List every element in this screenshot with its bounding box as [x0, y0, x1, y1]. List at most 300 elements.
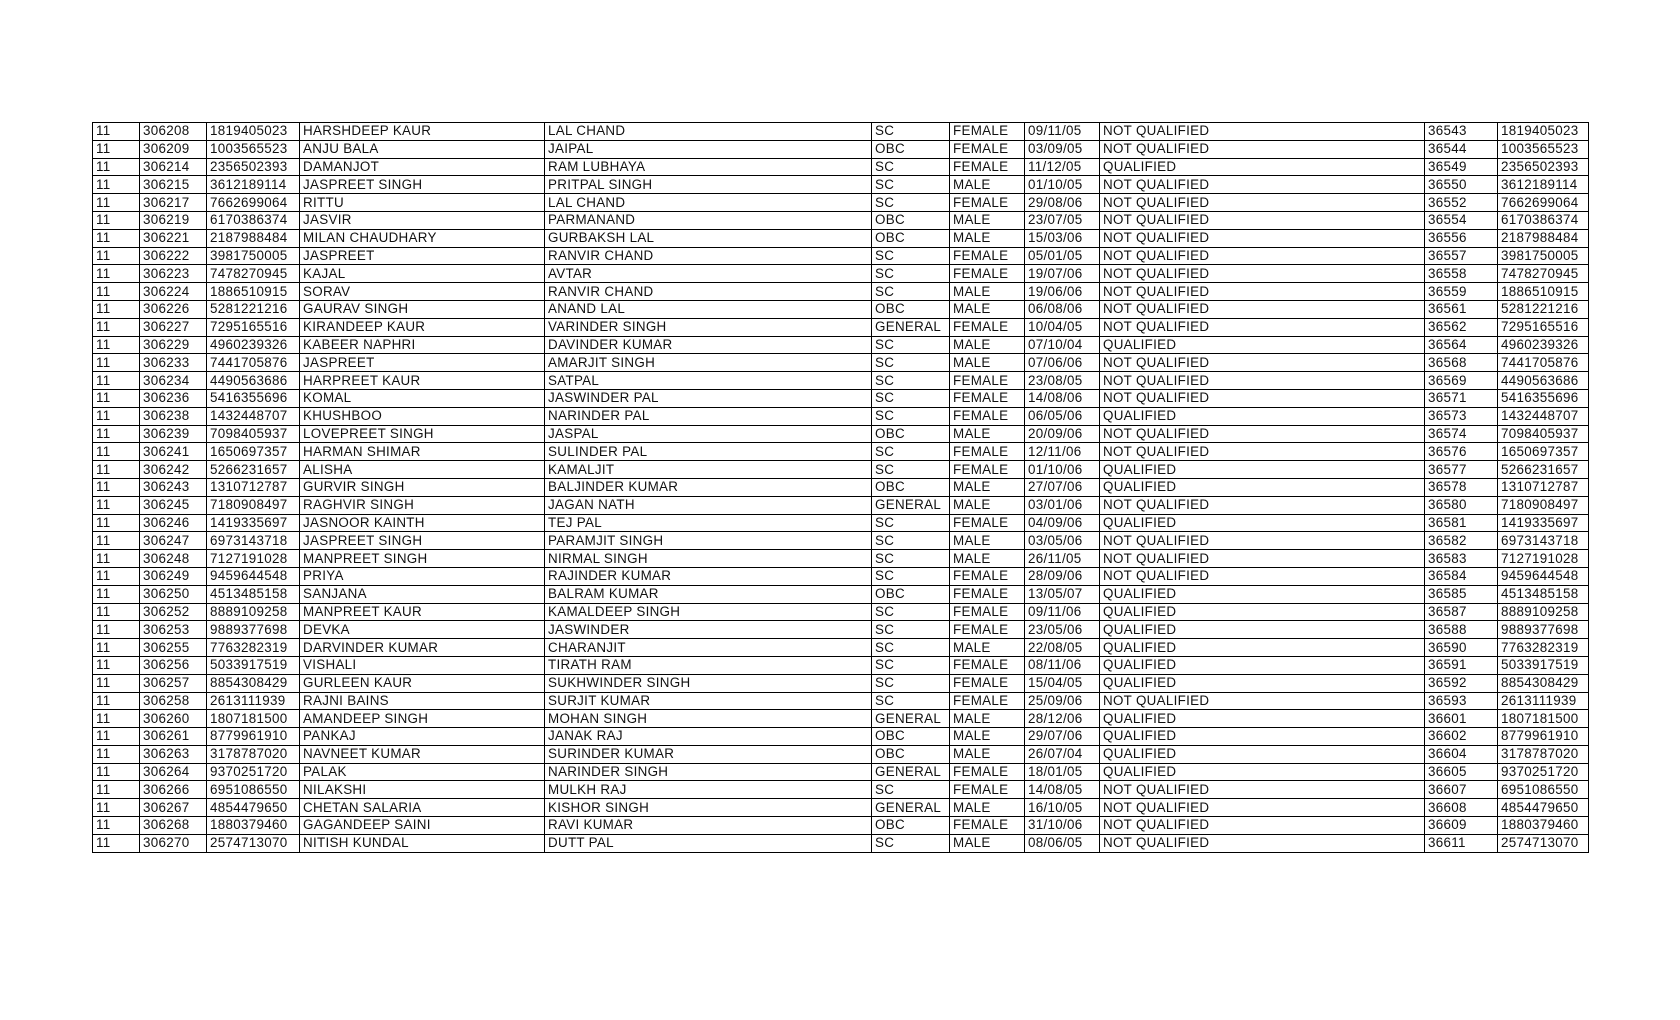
serial-no-cell: 36578 [1425, 478, 1498, 496]
dob-cell: 15/03/06 [1025, 229, 1100, 247]
roll-no-cell: 306248 [140, 550, 207, 568]
registration-no-cell: 8889109258 [207, 603, 300, 621]
serial-no-cell: 36604 [1425, 745, 1498, 763]
dob-cell: 06/05/06 [1025, 407, 1100, 425]
roll-no-cell: 306223 [140, 265, 207, 283]
candidate-name-cell: DEVKA [300, 621, 545, 639]
father-name-cell: SURJIT KUMAR [545, 692, 872, 710]
district-cell: 11 [93, 336, 140, 354]
serial-no-cell: 36568 [1425, 354, 1498, 372]
table-row [93, 496, 1589, 514]
serial-no-cell: 36571 [1425, 389, 1498, 407]
category-cell: OBC [872, 817, 950, 835]
reg-no-cell: 7098405937 [1498, 425, 1589, 443]
father-name-cell: SUKHWINDER SINGH [545, 674, 872, 692]
category-cell: SC [872, 603, 950, 621]
roll-no-cell: 306229 [140, 336, 207, 354]
result-cell: NOT QUALIFIED [1100, 550, 1425, 568]
father-name-cell: CHARANJIT [545, 639, 872, 657]
candidate-name-cell: ANJU BALA [300, 140, 545, 158]
roll-no-cell: 306266 [140, 781, 207, 799]
registration-no-cell: 3981750005 [207, 247, 300, 265]
registration-no-cell: 9370251720 [207, 763, 300, 781]
result-cell: NOT QUALIFIED [1100, 496, 1425, 514]
dob-cell: 16/10/05 [1025, 799, 1100, 817]
candidate-name-cell: AMANDEEP SINGH [300, 710, 545, 728]
category-cell: OBC [872, 728, 950, 746]
father-name-cell: TEJ PAL [545, 514, 872, 532]
dob-cell: 26/11/05 [1025, 550, 1100, 568]
table-row [93, 834, 1589, 852]
registration-no-cell: 5281221216 [207, 300, 300, 318]
registration-no-cell: 1807181500 [207, 710, 300, 728]
category-cell: SC [872, 158, 950, 176]
serial-no-cell: 36562 [1425, 318, 1498, 336]
district-cell: 11 [93, 140, 140, 158]
category-cell: SC [872, 265, 950, 283]
father-name-cell: AVTAR [545, 265, 872, 283]
gender-cell: FEMALE [950, 674, 1025, 692]
reg-no-cell: 5266231657 [1498, 461, 1589, 479]
table-row [93, 639, 1589, 657]
result-cell: QUALIFIED [1100, 745, 1425, 763]
result-cell: NOT QUALIFIED [1100, 567, 1425, 585]
father-name-cell: GURBAKSH LAL [545, 229, 872, 247]
candidate-name-cell: NILAKSHI [300, 781, 545, 799]
district-cell: 11 [93, 425, 140, 443]
table-row [93, 425, 1589, 443]
dob-cell: 07/06/06 [1025, 354, 1100, 372]
district-cell: 11 [93, 354, 140, 372]
candidate-name-cell: MANPREET SINGH [300, 550, 545, 568]
result-cell: NOT QUALIFIED [1100, 692, 1425, 710]
serial-no-cell: 36573 [1425, 407, 1498, 425]
serial-no-cell: 36592 [1425, 674, 1498, 692]
table-row [93, 478, 1589, 496]
candidate-name-cell: HARPREET KAUR [300, 372, 545, 390]
table-row [93, 567, 1589, 585]
father-name-cell: MULKH RAJ [545, 781, 872, 799]
category-cell: SC [872, 372, 950, 390]
reg-no-cell: 9370251720 [1498, 763, 1589, 781]
result-cell: QUALIFIED [1100, 763, 1425, 781]
category-cell: OBC [872, 425, 950, 443]
table-row [93, 300, 1589, 318]
father-name-cell: NARINDER PAL [545, 407, 872, 425]
district-cell: 11 [93, 389, 140, 407]
reg-no-cell: 7662699064 [1498, 194, 1589, 212]
registration-no-cell: 6951086550 [207, 781, 300, 799]
candidate-name-cell: JASPREET SINGH [300, 176, 545, 194]
serial-no-cell: 36554 [1425, 211, 1498, 229]
father-name-cell: PARMANAND [545, 211, 872, 229]
district-cell: 11 [93, 656, 140, 674]
gender-cell: FEMALE [950, 692, 1025, 710]
result-cell: QUALIFIED [1100, 639, 1425, 657]
gender-cell: MALE [950, 229, 1025, 247]
result-cell: NOT QUALIFIED [1100, 176, 1425, 194]
dob-cell: 08/11/06 [1025, 656, 1100, 674]
father-name-cell: AMARJIT SINGH [545, 354, 872, 372]
table-row [93, 336, 1589, 354]
dob-cell: 26/07/04 [1025, 745, 1100, 763]
father-name-cell: JASWINDER PAL [545, 389, 872, 407]
candidate-name-cell: SANJANA [300, 585, 545, 603]
dob-cell: 28/12/06 [1025, 710, 1100, 728]
serial-no-cell: 36593 [1425, 692, 1498, 710]
candidate-name-cell: KOMAL [300, 389, 545, 407]
reg-no-cell: 7478270945 [1498, 265, 1589, 283]
serial-no-cell: 36544 [1425, 140, 1498, 158]
result-cell: NOT QUALIFIED [1100, 443, 1425, 461]
result-cell: QUALIFIED [1100, 407, 1425, 425]
registration-no-cell: 6973143718 [207, 532, 300, 550]
dob-cell: 15/04/05 [1025, 674, 1100, 692]
reg-no-cell: 6973143718 [1498, 532, 1589, 550]
reg-no-cell: 7127191028 [1498, 550, 1589, 568]
gender-cell: MALE [950, 300, 1025, 318]
reg-no-cell: 3981750005 [1498, 247, 1589, 265]
roll-no-cell: 306257 [140, 674, 207, 692]
category-cell: OBC [872, 300, 950, 318]
roll-no-cell: 306221 [140, 229, 207, 247]
district-cell: 11 [93, 478, 140, 496]
roll-no-cell: 306263 [140, 745, 207, 763]
gender-cell: FEMALE [950, 265, 1025, 283]
serial-no-cell: 36559 [1425, 283, 1498, 301]
category-cell: GENERAL [872, 763, 950, 781]
serial-no-cell: 36556 [1425, 229, 1498, 247]
category-cell: GENERAL [872, 799, 950, 817]
dob-cell: 23/05/06 [1025, 621, 1100, 639]
roll-no-cell: 306247 [140, 532, 207, 550]
reg-no-cell: 6951086550 [1498, 781, 1589, 799]
registration-no-cell: 9889377698 [207, 621, 300, 639]
results-table [92, 122, 1589, 853]
father-name-cell: SULINDER PAL [545, 443, 872, 461]
gender-cell: MALE [950, 710, 1025, 728]
candidate-name-cell: RITTU [300, 194, 545, 212]
registration-no-cell: 1432448707 [207, 407, 300, 425]
candidate-name-cell: ALISHA [300, 461, 545, 479]
dob-cell: 03/01/06 [1025, 496, 1100, 514]
father-name-cell: PRITPAL SINGH [545, 176, 872, 194]
dob-cell: 19/06/06 [1025, 283, 1100, 301]
father-name-cell: JASWINDER [545, 621, 872, 639]
father-name-cell: SURINDER KUMAR [545, 745, 872, 763]
roll-no-cell: 306236 [140, 389, 207, 407]
father-name-cell: KAMALJIT [545, 461, 872, 479]
reg-no-cell: 3178787020 [1498, 745, 1589, 763]
table-row [93, 407, 1589, 425]
gender-cell: FEMALE [950, 123, 1025, 141]
candidate-name-cell: KAJAL [300, 265, 545, 283]
roll-no-cell: 306215 [140, 176, 207, 194]
category-cell: SC [872, 532, 950, 550]
table-row [93, 283, 1589, 301]
category-cell: SC [872, 550, 950, 568]
registration-no-cell: 1880379460 [207, 817, 300, 835]
registration-no-cell: 7763282319 [207, 639, 300, 657]
reg-no-cell: 1310712787 [1498, 478, 1589, 496]
serial-no-cell: 36543 [1425, 123, 1498, 141]
reg-no-cell: 1419335697 [1498, 514, 1589, 532]
candidate-name-cell: GURVIR SINGH [300, 478, 545, 496]
gender-cell: MALE [950, 745, 1025, 763]
serial-no-cell: 36605 [1425, 763, 1498, 781]
reg-no-cell: 2574713070 [1498, 834, 1589, 852]
serial-no-cell: 36602 [1425, 728, 1498, 746]
registration-no-cell: 5266231657 [207, 461, 300, 479]
father-name-cell: JASPAL [545, 425, 872, 443]
registration-no-cell: 2356502393 [207, 158, 300, 176]
candidate-name-cell: JASNOOR KAINTH [300, 514, 545, 532]
reg-no-cell: 7180908497 [1498, 496, 1589, 514]
gender-cell: FEMALE [950, 763, 1025, 781]
roll-no-cell: 306227 [140, 318, 207, 336]
serial-no-cell: 36564 [1425, 336, 1498, 354]
candidate-name-cell: JASPREET [300, 354, 545, 372]
father-name-cell: JANAK RAJ [545, 728, 872, 746]
district-cell: 11 [93, 745, 140, 763]
candidate-name-cell: SORAV [300, 283, 545, 301]
dob-cell: 29/07/06 [1025, 728, 1100, 746]
district-cell: 11 [93, 247, 140, 265]
candidate-name-cell: HARSHDEEP KAUR [300, 123, 545, 141]
category-cell: OBC [872, 229, 950, 247]
district-cell: 11 [93, 799, 140, 817]
dob-cell: 28/09/06 [1025, 567, 1100, 585]
gender-cell: MALE [950, 639, 1025, 657]
gender-cell: FEMALE [950, 621, 1025, 639]
category-cell: GENERAL [872, 496, 950, 514]
father-name-cell: JAGAN NATH [545, 496, 872, 514]
serial-no-cell: 36561 [1425, 300, 1498, 318]
gender-cell: FEMALE [950, 158, 1025, 176]
gender-cell: FEMALE [950, 781, 1025, 799]
result-cell: QUALIFIED [1100, 461, 1425, 479]
category-cell: SC [872, 443, 950, 461]
category-cell: SC [872, 834, 950, 852]
roll-no-cell: 306250 [140, 585, 207, 603]
dob-cell: 14/08/05 [1025, 781, 1100, 799]
candidate-name-cell: GURLEEN KAUR [300, 674, 545, 692]
result-cell: QUALIFIED [1100, 728, 1425, 746]
dob-cell: 03/05/06 [1025, 532, 1100, 550]
candidate-name-cell: KABEER NAPHRI [300, 336, 545, 354]
district-cell: 11 [93, 728, 140, 746]
reg-no-cell: 2187988484 [1498, 229, 1589, 247]
roll-no-cell: 306255 [140, 639, 207, 657]
district-cell: 11 [93, 710, 140, 728]
serial-no-cell: 36584 [1425, 567, 1498, 585]
gender-cell: FEMALE [950, 817, 1025, 835]
roll-no-cell: 306208 [140, 123, 207, 141]
registration-no-cell: 8779961910 [207, 728, 300, 746]
gender-cell: MALE [950, 336, 1025, 354]
roll-no-cell: 306267 [140, 799, 207, 817]
registration-no-cell: 7098405937 [207, 425, 300, 443]
district-cell: 11 [93, 461, 140, 479]
serial-no-cell: 36574 [1425, 425, 1498, 443]
dob-cell: 10/04/05 [1025, 318, 1100, 336]
table-row [93, 745, 1589, 763]
category-cell: SC [872, 674, 950, 692]
district-cell: 11 [93, 211, 140, 229]
father-name-cell: RANVIR CHAND [545, 283, 872, 301]
father-name-cell: KAMALDEEP SINGH [545, 603, 872, 621]
district-cell: 11 [93, 496, 140, 514]
reg-no-cell: 4490563686 [1498, 372, 1589, 390]
category-cell: SC [872, 656, 950, 674]
reg-no-cell: 1432448707 [1498, 407, 1589, 425]
table-row [93, 372, 1589, 390]
dob-cell: 14/08/06 [1025, 389, 1100, 407]
registration-no-cell: 1819405023 [207, 123, 300, 141]
district-cell: 11 [93, 318, 140, 336]
registration-no-cell: 1419335697 [207, 514, 300, 532]
dob-cell: 20/09/06 [1025, 425, 1100, 443]
result-cell: QUALIFIED [1100, 656, 1425, 674]
category-cell: GENERAL [872, 710, 950, 728]
father-name-cell: NIRMAL SINGH [545, 550, 872, 568]
roll-no-cell: 306234 [140, 372, 207, 390]
reg-no-cell: 7441705876 [1498, 354, 1589, 372]
dob-cell: 03/09/05 [1025, 140, 1100, 158]
father-name-cell: RANVIR CHAND [545, 247, 872, 265]
table-body [93, 123, 1589, 853]
dob-cell: 01/10/06 [1025, 461, 1100, 479]
category-cell: OBC [872, 585, 950, 603]
dob-cell: 09/11/06 [1025, 603, 1100, 621]
reg-no-cell: 8889109258 [1498, 603, 1589, 621]
result-cell: NOT QUALIFIED [1100, 425, 1425, 443]
serial-no-cell: 36581 [1425, 514, 1498, 532]
reg-no-cell: 4960239326 [1498, 336, 1589, 354]
candidate-name-cell: NITISH KUNDAL [300, 834, 545, 852]
roll-no-cell: 306245 [140, 496, 207, 514]
dob-cell: 06/08/06 [1025, 300, 1100, 318]
table-row [93, 710, 1589, 728]
district-cell: 11 [93, 763, 140, 781]
roll-no-cell: 306219 [140, 211, 207, 229]
district-cell: 11 [93, 229, 140, 247]
table-row [93, 389, 1589, 407]
serial-no-cell: 36590 [1425, 639, 1498, 657]
result-cell: NOT QUALIFIED [1100, 817, 1425, 835]
district-cell: 11 [93, 834, 140, 852]
father-name-cell: LAL CHAND [545, 194, 872, 212]
result-cell: QUALIFIED [1100, 621, 1425, 639]
registration-no-cell: 1650697357 [207, 443, 300, 461]
table-row [93, 728, 1589, 746]
candidate-name-cell: DARVINDER KUMAR [300, 639, 545, 657]
category-cell: SC [872, 692, 950, 710]
registration-no-cell: 1310712787 [207, 478, 300, 496]
registration-no-cell: 1003565523 [207, 140, 300, 158]
table-row [93, 781, 1589, 799]
dob-cell: 27/07/06 [1025, 478, 1100, 496]
reg-no-cell: 4854479650 [1498, 799, 1589, 817]
result-cell: NOT QUALIFIED [1100, 283, 1425, 301]
result-cell: QUALIFIED [1100, 158, 1425, 176]
candidate-name-cell: MILAN CHAUDHARY [300, 229, 545, 247]
dob-cell: 23/08/05 [1025, 372, 1100, 390]
reg-no-cell: 7295165516 [1498, 318, 1589, 336]
candidate-name-cell: RAGHVIR SINGH [300, 496, 545, 514]
father-name-cell: TIRATH RAM [545, 656, 872, 674]
roll-no-cell: 306222 [140, 247, 207, 265]
roll-no-cell: 306252 [140, 603, 207, 621]
result-cell: NOT QUALIFIED [1100, 389, 1425, 407]
district-cell: 11 [93, 550, 140, 568]
result-cell: NOT QUALIFIED [1100, 194, 1425, 212]
registration-no-cell: 5416355696 [207, 389, 300, 407]
reg-no-cell: 3612189114 [1498, 176, 1589, 194]
table-row [93, 532, 1589, 550]
registration-no-cell: 4513485158 [207, 585, 300, 603]
reg-no-cell: 8779961910 [1498, 728, 1589, 746]
reg-no-cell: 5416355696 [1498, 389, 1589, 407]
roll-no-cell: 306268 [140, 817, 207, 835]
table-row [93, 585, 1589, 603]
table-row [93, 211, 1589, 229]
gender-cell: MALE [950, 834, 1025, 852]
result-cell: QUALIFIED [1100, 585, 1425, 603]
reg-no-cell: 5281221216 [1498, 300, 1589, 318]
registration-no-cell: 3612189114 [207, 176, 300, 194]
result-cell: NOT QUALIFIED [1100, 354, 1425, 372]
father-name-cell: ANAND LAL [545, 300, 872, 318]
district-cell: 11 [93, 621, 140, 639]
candidate-name-cell: KHUSHBOO [300, 407, 545, 425]
serial-no-cell: 36557 [1425, 247, 1498, 265]
district-cell: 11 [93, 372, 140, 390]
category-cell: SC [872, 781, 950, 799]
dob-cell: 23/07/05 [1025, 211, 1100, 229]
gender-cell: FEMALE [950, 656, 1025, 674]
registration-no-cell: 7180908497 [207, 496, 300, 514]
gender-cell: MALE [950, 176, 1025, 194]
dob-cell: 29/08/06 [1025, 194, 1100, 212]
roll-no-cell: 306260 [140, 710, 207, 728]
result-cell: NOT QUALIFIED [1100, 372, 1425, 390]
result-cell: NOT QUALIFIED [1100, 123, 1425, 141]
dob-cell: 07/10/04 [1025, 336, 1100, 354]
candidate-name-cell: PRIYA [300, 567, 545, 585]
result-cell: NOT QUALIFIED [1100, 318, 1425, 336]
gender-cell: MALE [950, 478, 1025, 496]
dob-cell: 18/01/05 [1025, 763, 1100, 781]
reg-no-cell: 1886510915 [1498, 283, 1589, 301]
candidate-name-cell: DAMANJOT [300, 158, 545, 176]
result-cell: NOT QUALIFIED [1100, 211, 1425, 229]
gender-cell: MALE [950, 496, 1025, 514]
gender-cell: FEMALE [950, 194, 1025, 212]
reg-no-cell: 1880379460 [1498, 817, 1589, 835]
category-cell: SC [872, 336, 950, 354]
table-row [93, 247, 1589, 265]
district-cell: 11 [93, 123, 140, 141]
district-cell: 11 [93, 603, 140, 621]
roll-no-cell: 306249 [140, 567, 207, 585]
result-cell: NOT QUALIFIED [1100, 140, 1425, 158]
dob-cell: 25/09/06 [1025, 692, 1100, 710]
result-cell: QUALIFIED [1100, 674, 1425, 692]
candidate-name-cell: KIRANDEEP KAUR [300, 318, 545, 336]
registration-no-cell: 4854479650 [207, 799, 300, 817]
registration-no-cell: 2613111939 [207, 692, 300, 710]
